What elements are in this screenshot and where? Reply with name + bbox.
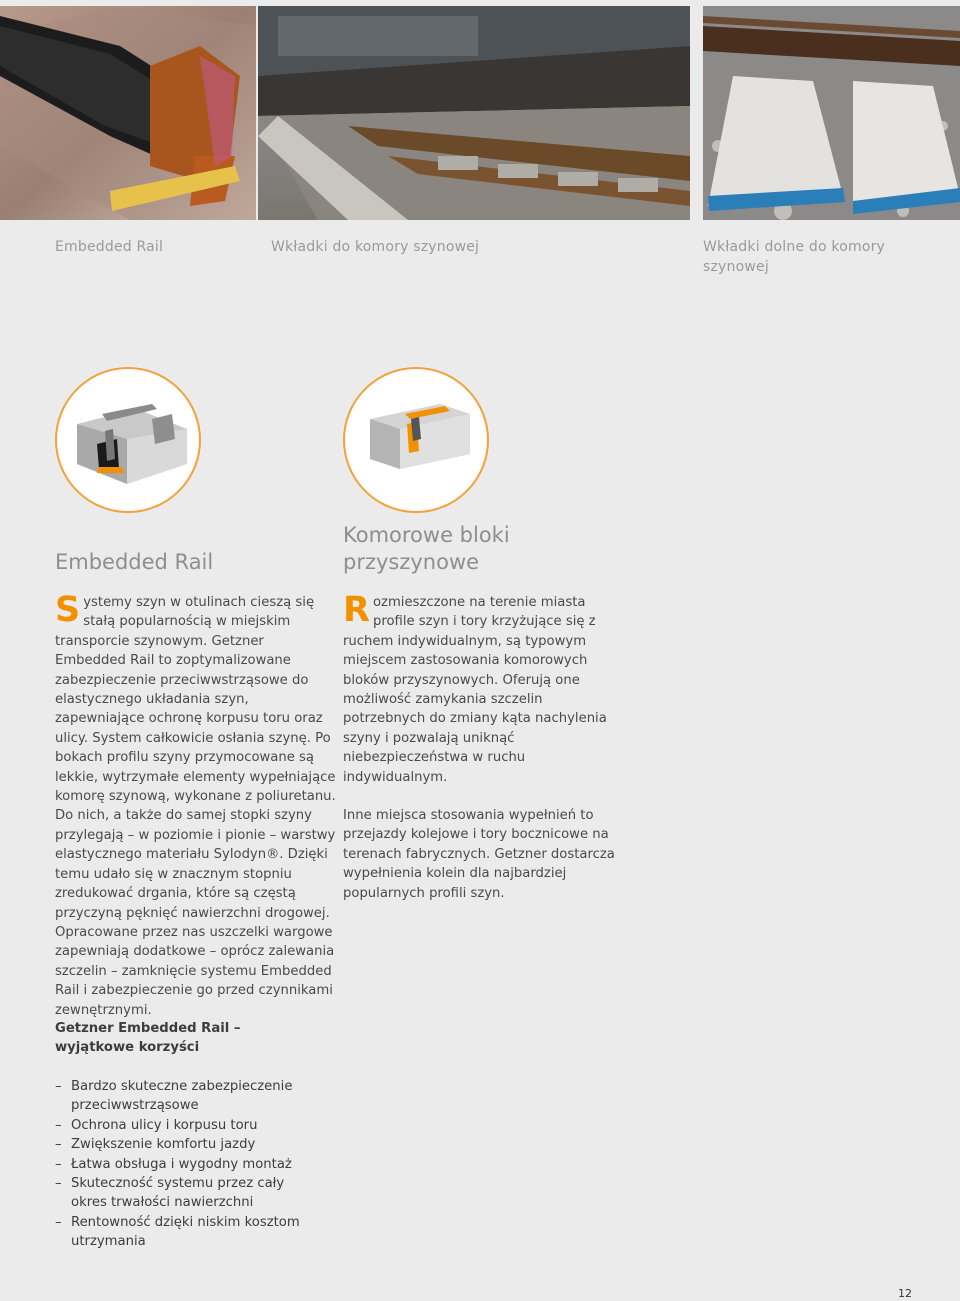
dropcap-r: R [343,590,370,630]
dash-bullet: – [55,1079,62,1094]
dash-bullet: – [55,1117,62,1133]
dash-bullet: – [55,1156,62,1172]
list-item: – Zwiększenie komfortu jazdy [55,1135,315,1154]
photo-caption-embedded-rail: Embedded Rail [55,239,164,255]
chamber-blocks-paragraph-1: ozmieszczone na terenie miasta profile szyn i tory krzyżujące się z ruchem indywidualnym, są typowym miejscem zastosowania komorowych bloków przyszynowych. Oferują one możliwość zamykania szczelin potrzebnych do zmiany kąta nachylenia szyny i pozwalają uniknąć niebezpieczeństwa w ruchu indywidualnym. [343,595,607,785]
list-item: – Rentowność dzięki niskim kosztom utrzymania [55,1214,300,1250]
chamber-blocks-body [343,590,627,903]
benefits-title: Getzner Embedded Rail – wyjątkowe korzyści [55,1021,241,1056]
embedded-rail-photo [0,6,256,220]
section-heading-chamber-blocks: Komorowe bloki przyszynowe [343,523,510,574]
list-item: – Łatwa obsługa i wygodny montaż [55,1155,315,1174]
train-track-photo [258,6,690,220]
dash-bullet: – [55,1137,62,1153]
dropcap-s: S [55,590,81,630]
chamber-block-diagram-icon [343,367,489,513]
embedded-rail-diagram-icon [55,367,201,513]
chamber-blocks-paragraph-2: Inne miejsca stosowania wypełnień to przejazdy kolejowe i tory bocznicowe na terenach fabrycznych. Getzner dostarcza wypełnienia kolein dla najbardziej popularnych profili szyn. [343,808,615,901]
sleepers-photo [703,6,960,220]
embedded-rail-body [55,590,337,1020]
photo-caption-chamber-fillers: Wkładki do komory szynowej [271,239,480,255]
dash-bullet: – [55,1214,62,1230]
list-item: – Skuteczność systemu przez cały okres trwałości nawierzchni [55,1176,285,1211]
list-item: – Ochrona ulicy i korpusu toru [55,1116,315,1135]
photo-caption-lower-chamber-fillers: Wkładki dolne do komory szynowej [703,239,886,275]
section-heading-embedded-rail: Embedded Rail [55,550,214,574]
list-item: – Bardzo skuteczne zabezpieczenie przeciwwstrząsowe [55,1079,293,1114]
benefits-list [55,1077,315,1252]
page-number: 12 [898,1287,912,1300]
embedded-rail-paragraph: ystemy szyn w otulinach cieszą się stałą popularnością w miejskim transporcie szynowym. Getzner Embedded Rail to zoptymalizowane zabezpieczenie przeciwwstrząsowe do elastycznego układania szyn, zapewniające ochronę korpusu toru oraz ulicy. System całkowicie osłania szynę. Po bokach profilu szyny przymocowane są lekkie, wytrzymałe elementy wypełniające komorę szynową, wykonane z poliuretanu. Do nich, a także do samej stopki szyny przylegają – w poziomie i pionie – warstwy elastycznego materiału Sylodyn®. Dzięki temu udało się w znacznym stopniu zredukować drgania, które są częstą przyczyną pęknięć nawierzchni drogowej. Opracowane przez nas uszczelki wargowe zapewniają dodatkowe – oprócz zalewania szczelin – zamknięcie systemu Embedded Rail i zabezpieczenie go przed czynnikami zewnętrznymi. [55,595,336,1018]
dash-bullet: – [55,1176,62,1192]
